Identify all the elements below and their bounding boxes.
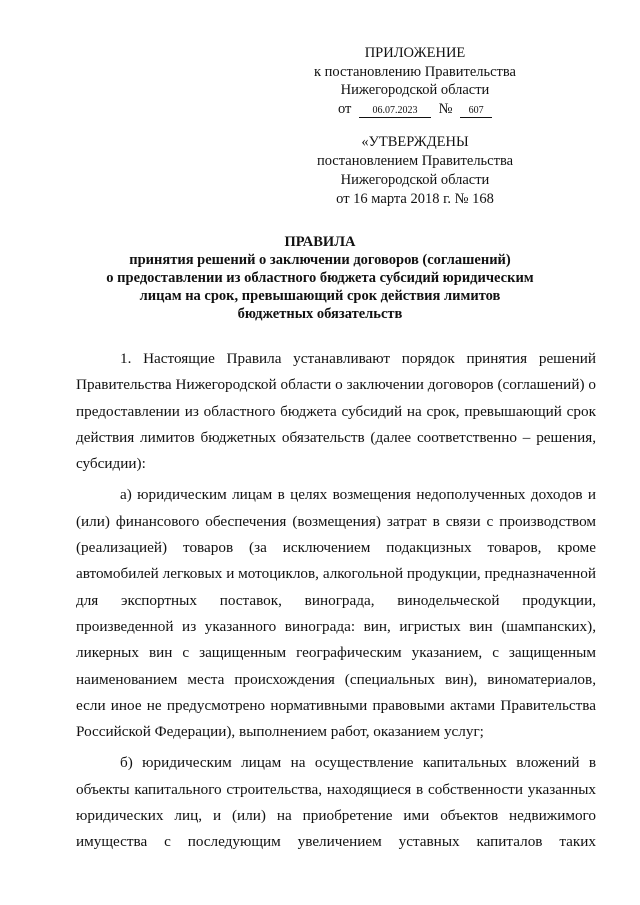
document-date: 06.07.2023 xyxy=(359,104,431,118)
paragraph-a: а) юридическим лицам в целях возмещения недополученных доходов и (или) финансового обеспечения (возмещения) затрат в связи с производством (реализацией) товаров (за исключением подакцизных товаров, кроме автомобилей легковых и мотоциклов, алкогольной продукции, предназначенной для экспортных поставок, винограда, винодельческой продукции, произведенной из указанного винограда: вин, игристых вин (шампанских), ликерных вин с защищенным географическим указанием, с защищенным наименованием места происхождения (специальных вин), виноматериалов, если иное не предусмотрено нормативными правовыми актами Правительства Российской Федерации), выполнением работ, оказанием услуг; xyxy=(76,486,596,741)
approval-line-4: от 16 марта 2018 г. № 168 xyxy=(336,191,494,207)
body-text xyxy=(76,346,596,856)
appendix-line-2: к постановлению Правительства xyxy=(314,63,516,80)
title-line-1: ПРАВИЛА xyxy=(284,234,356,250)
from-label: от xyxy=(337,100,352,117)
appendix-block xyxy=(300,44,530,118)
approval-block xyxy=(300,133,530,209)
title-line-4: лицам на срок, превышающий срок действия лимитов xyxy=(139,288,501,304)
approval-line-2: постановлением Правительства xyxy=(316,153,514,169)
rules-title xyxy=(80,233,560,323)
title-line-5: бюджетных обязательств xyxy=(237,306,403,322)
reference-line xyxy=(300,100,530,119)
appendix-label: ПРИЛОЖЕНИЕ xyxy=(364,45,466,61)
document-number: 607 xyxy=(460,104,492,118)
paragraph-1: 1. Настоящие Правила устанавливают порядок принятия решений Правительства Нижегородской области о заключении договоров (соглашений) о предоставлении из областного бюджета субсидий на срок, превышающий срок действия лимитов бюджетных обязательств (далее соответственно – решения, субсидии): xyxy=(76,350,596,473)
approval-line-1: «УТВЕРЖДЕНЫ xyxy=(361,134,469,150)
paragraph-b: б) юридическим лицам на осуществление капитальных вложений в объекты капитального строительства, находящиеся в собственности указанных юридических лиц, и (или) на приобретение ими объектов недвижимого имущества с последующим увеличением уставных капиталов таких xyxy=(76,754,596,851)
title-line-3: о предоставлении из областного бюджета субсидий юридическим xyxy=(106,270,534,286)
number-sign: № xyxy=(438,100,453,117)
approval-line-3: Нижегородской области xyxy=(340,172,490,188)
title-line-2: принятия решений о заключении договоров (соглашений) xyxy=(129,252,511,268)
appendix-line-3: Нижегородской области xyxy=(340,82,490,98)
